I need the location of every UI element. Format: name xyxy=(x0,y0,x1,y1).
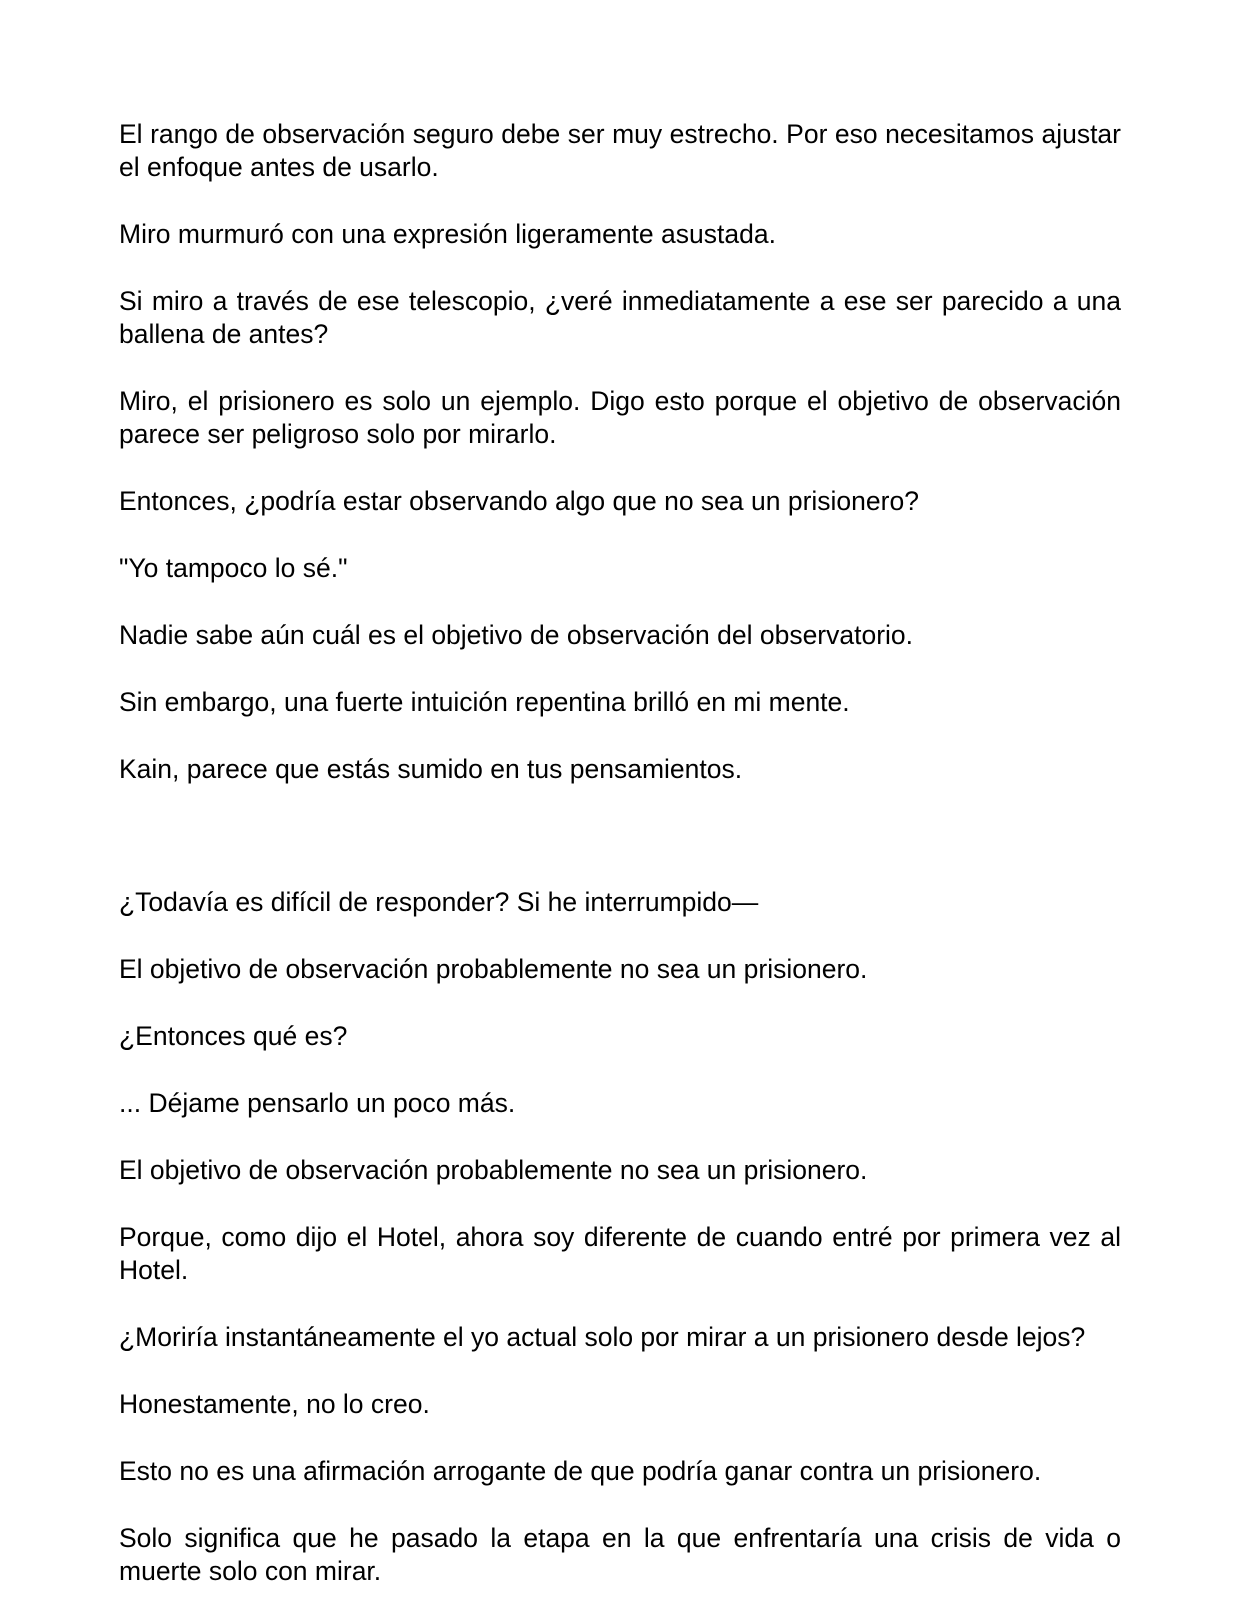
paragraph: El objetivo de observación probablemente no sea un prisionero. xyxy=(119,954,868,984)
paragraph: El objetivo de observación probablemente no sea un prisionero. xyxy=(119,1155,868,1185)
paragraph: ... Déjame pensarlo un poco más. xyxy=(119,1088,516,1118)
paragraph: ¿Todavía es difícil de responder? Si he interrumpido— xyxy=(119,887,759,917)
paragraph: Solo significa que he pasado la etapa en la que enfrentaría una crisis de vida o muerte solo con mirar. xyxy=(119,1523,1121,1586)
paragraph: Porque, como dijo el Hotel, ahora soy diferente de cuando entré por primera vez al Hotel. xyxy=(119,1222,1121,1285)
paragraph: ¿Moriría instantáneamente el yo actual solo por mirar a un prisionero desde lejos? xyxy=(119,1322,1086,1352)
paragraph: Esto no es una afirmación arrogante de que podría ganar contra un prisionero. xyxy=(119,1456,1042,1486)
paragraph: Si miro a través de ese telescopio, ¿veré inmediatamente a ese ser parecido a una ballena de antes? xyxy=(119,286,1121,349)
paragraph: Sin embargo, una fuerte intuición repentina brilló en mi mente. xyxy=(119,687,850,717)
paragraph: El rango de observación seguro debe ser muy estrecho. Por eso necesitamos ajustar el enfoque antes de usarlo. xyxy=(119,119,1121,182)
document-body xyxy=(119,118,1121,1620)
paragraph: Nadie sabe aún cuál es el objetivo de observación del observatorio. xyxy=(119,620,914,650)
paragraph: Honestamente, no lo creo. xyxy=(119,1389,430,1419)
paragraph: Miro, el prisionero es solo un ejemplo. Digo esto porque el objetivo de observación parece ser peligroso solo por mirarlo. xyxy=(119,386,1121,449)
section-break xyxy=(119,820,1121,886)
paragraph: Kain, parece que estás sumido en tus pensamientos. xyxy=(119,754,743,784)
paragraph: Miro murmuró con una expresión ligeramente asustada. xyxy=(119,219,776,249)
paragraph: "Yo tampoco lo sé." xyxy=(119,553,348,583)
paragraph: Entonces, ¿podría estar observando algo que no sea un prisionero? xyxy=(119,486,919,516)
paragraph: ¿Entonces qué es? xyxy=(119,1021,348,1051)
